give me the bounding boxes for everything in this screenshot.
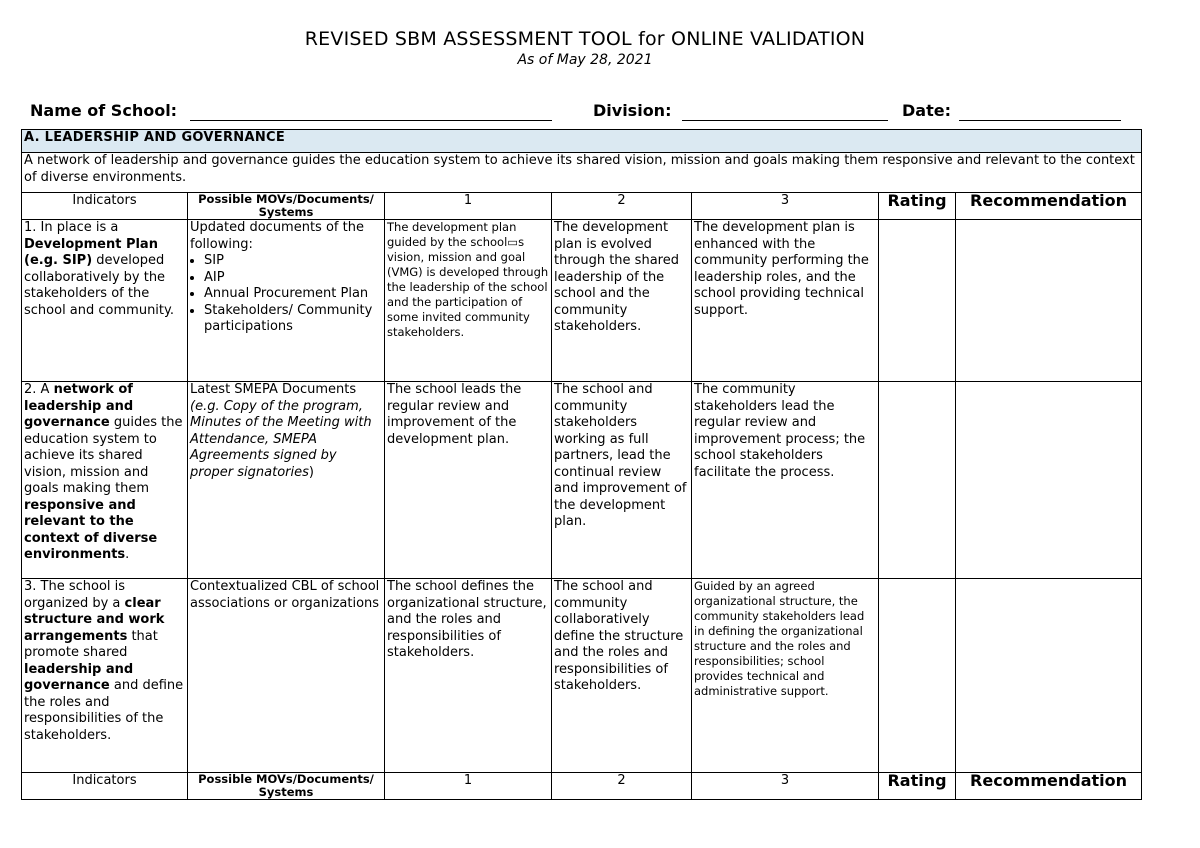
level-2-cell: The school and community stakeholders working as full partners, lead the continual review and improvement of the development plan. bbox=[552, 382, 692, 579]
header-level-3: 3 bbox=[692, 773, 879, 800]
list-item: • Annual Procurement Plan bbox=[204, 286, 382, 303]
indicator-bold-text: Development Plan (e.g. SIP) bbox=[24, 236, 158, 268]
school-name-field[interactable] bbox=[190, 120, 552, 121]
document-title: REVISED SBM ASSESSMENT TOOL for ONLINE VALIDATION bbox=[304, 28, 866, 50]
header-indicators: Indicators bbox=[22, 193, 188, 220]
movs-intro: Updated documents of the following: bbox=[190, 220, 364, 252]
movs-cell: Contextualized CBL of school associations or organizations bbox=[188, 579, 385, 773]
indicator-bold-text: leadership and governance bbox=[24, 661, 134, 693]
assessment-table bbox=[21, 129, 1142, 800]
division-label: Division: bbox=[593, 101, 672, 120]
table-row bbox=[22, 579, 1142, 773]
rating-cell[interactable] bbox=[879, 579, 956, 773]
recommendation-cell[interactable] bbox=[956, 220, 1142, 382]
indicator-text: and define the roles and responsibilities of the stakeholders. bbox=[24, 678, 184, 743]
indicator-cell bbox=[22, 382, 188, 579]
header-recommendation: Recommendation bbox=[956, 773, 1142, 800]
indicator-cell bbox=[22, 579, 188, 773]
indicator-text: 2. A bbox=[24, 382, 54, 397]
section-description: A network of leadership and governance guides the education system to achieve its shared vision, mission and goals making them responsive and relevant to the context of diverse environments. bbox=[22, 153, 1142, 193]
school-info-row bbox=[30, 101, 1130, 125]
date-field[interactable] bbox=[959, 120, 1121, 121]
header-rating: Rating bbox=[879, 193, 956, 220]
date-label: Date: bbox=[902, 101, 951, 120]
level-2-cell: The school and community collaboratively define the structure and the roles and responsibilities of stakeholders. bbox=[552, 579, 692, 773]
header-level-1: 1 bbox=[385, 773, 552, 800]
header-indicators: Indicators bbox=[22, 773, 188, 800]
movs-close: ) bbox=[308, 464, 314, 480]
level-1-cell: The development plan guided by the school▭s vision, mission and goal (VMG) is developed through the leadership of the school and the participation of some invited community stakeholders. bbox=[385, 220, 552, 382]
level-3-cell: The development plan is enhanced with the community performing the leadership roles, and the school providing technical support. bbox=[692, 220, 879, 382]
division-field[interactable] bbox=[682, 120, 888, 121]
section-title: A. LEADERSHIP AND GOVERNANCE bbox=[22, 130, 1142, 153]
movs-detail: (e.g. Copy of the program, Minutes of the Meeting with Attendance, SMEPA Agreements signed by proper signatories bbox=[190, 398, 372, 480]
header-level-2: 2 bbox=[552, 773, 692, 800]
movs-intro: Latest SMEPA Documents bbox=[190, 382, 357, 397]
list-item: • Stakeholders/ Community participations bbox=[204, 303, 382, 336]
table-header-row bbox=[22, 193, 1142, 220]
indicator-text: that promote shared bbox=[24, 628, 158, 660]
rating-cell[interactable] bbox=[879, 220, 956, 382]
header-rating: Rating bbox=[879, 773, 956, 800]
list-item: • SIP bbox=[204, 253, 382, 270]
header-level-1: 1 bbox=[385, 193, 552, 220]
indicator-bold-text: responsive and relevant to the context of diverse environments bbox=[24, 497, 158, 562]
table-row bbox=[22, 220, 1142, 382]
level-3-cell: The community stakeholders lead the regular review and improvement process; the school stakeholders facilitate the process. bbox=[692, 382, 879, 579]
level-1-cell: The school leads the regular review and improvement of the development plan. bbox=[385, 382, 552, 579]
indicator-text: 3. The school is organized by a bbox=[24, 579, 126, 611]
school-name-label: Name of School: bbox=[30, 101, 178, 120]
indicator-bold-text: clear structure and work arrangements bbox=[24, 595, 165, 644]
header-level-2: 2 bbox=[552, 193, 692, 220]
section-description-row bbox=[22, 153, 1142, 193]
recommendation-cell[interactable] bbox=[956, 382, 1142, 579]
indicator-bold-text: network of leadership and governance bbox=[24, 382, 134, 430]
rating-cell[interactable] bbox=[879, 382, 956, 579]
level-2-cell: The development plan is evolved through the shared leadership of the school and the community stakeholders. bbox=[552, 220, 692, 382]
header-recommendation: Recommendation bbox=[956, 193, 1142, 220]
header-movs: Possible MOVs/Documents/ Systems bbox=[188, 193, 385, 220]
table-footer-header-row bbox=[22, 773, 1142, 800]
level-1-cell: The school defines the organizational structure, and the roles and responsibilities of stakeholders. bbox=[385, 579, 552, 773]
list-item: • AIP bbox=[204, 270, 382, 287]
indicator-text: . bbox=[125, 547, 130, 562]
document-subtitle: As of May 28, 2021 bbox=[517, 52, 653, 68]
movs-list bbox=[190, 253, 382, 336]
header-level-3: 3 bbox=[692, 193, 879, 220]
indicator-cell bbox=[22, 220, 188, 382]
header-movs: Possible MOVs/Documents/ Systems bbox=[188, 773, 385, 800]
movs-cell bbox=[188, 382, 385, 579]
indicator-text: 1. In place is a bbox=[24, 220, 119, 235]
indicator-text: guides the education system to achieve its shared vision, mission and goals making them bbox=[24, 415, 183, 496]
level-3-cell: Guided by an agreed organizational structure, the community stakeholders lead in defining the organizational structure and the roles and responsibilities; school provides technical and administrative support. bbox=[692, 579, 879, 773]
table-row bbox=[22, 382, 1142, 579]
indicator-text: developed collaboratively by the stakeholders of the school and community. bbox=[24, 253, 174, 318]
section-header-row bbox=[22, 130, 1142, 153]
recommendation-cell[interactable] bbox=[956, 579, 1142, 773]
movs-cell bbox=[188, 220, 385, 382]
